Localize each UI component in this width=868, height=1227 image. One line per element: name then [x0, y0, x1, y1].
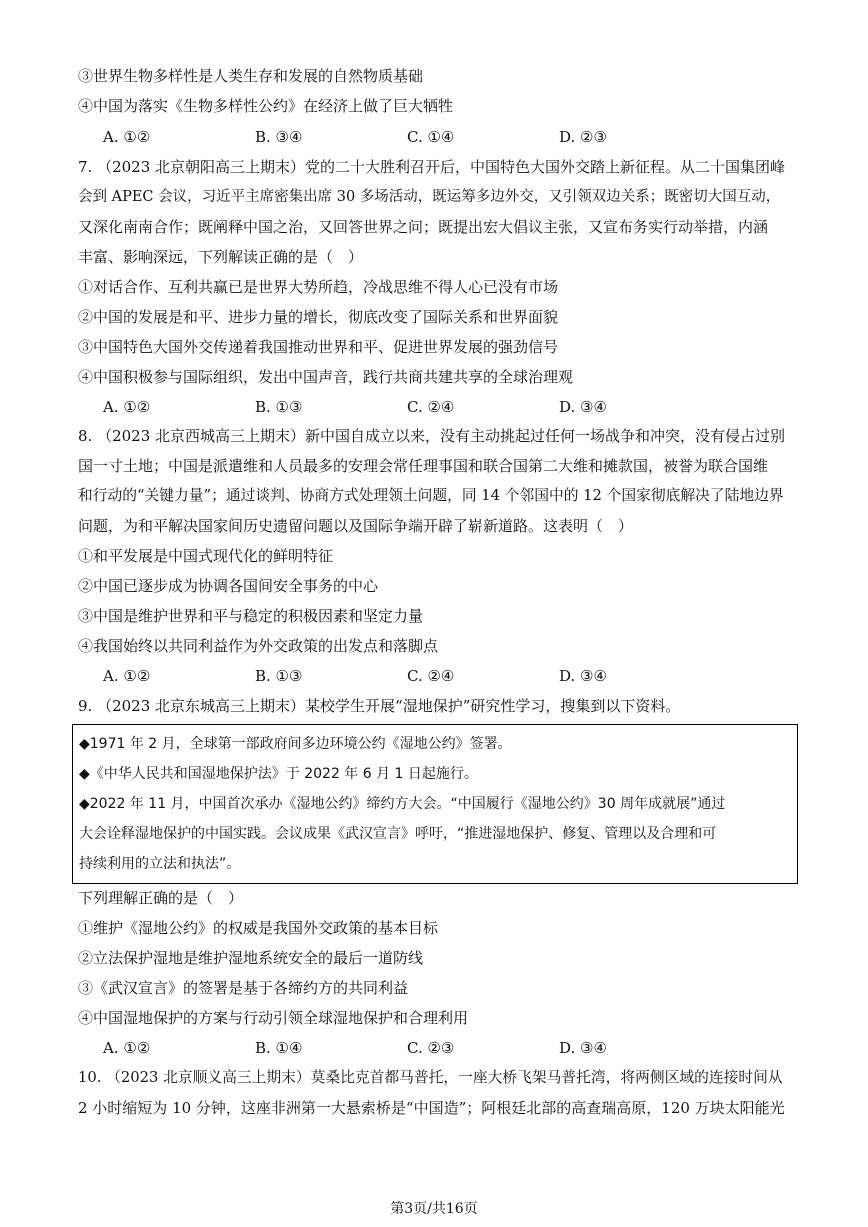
q8-option-4: ④我国始终以共同利益作为外交政策的出发点和落脚点: [78, 637, 439, 655]
material-item: ◆《中华人民共和国湿地保护法》于 2022 年 6 月 1 日起施行。: [79, 766, 478, 782]
choice-c[interactable]: C. ②③: [407, 1039, 455, 1057]
q9-option-3: ③《武汉宣言》的签署是基于各缔约方的共同利益: [78, 979, 409, 997]
q7-stem-line: 丰富、影响深远，下列解读正确的是（ ）: [78, 248, 364, 266]
choice-b[interactable]: B. ①③: [255, 398, 303, 416]
choice-d[interactable]: D. ②③: [559, 128, 607, 146]
choice-b[interactable]: B. ①④: [255, 1039, 303, 1057]
q8-stem-line: 国一寸土地；中国是派遣维和人员最多的安理会常任理事国和联合国第二大维和摊款国，被誉为联合国维: [78, 457, 769, 475]
q8-stem-line: 和行动的“关键力量”；通过谈判、协商方式处理领土问题，同 14 个邻国中的 12 个国家彻底解决了陆地边界: [78, 487, 784, 504]
choice-a[interactable]: A. ①②: [103, 667, 151, 685]
q9-question: 下列理解正确的是（ ）: [78, 889, 244, 907]
material-item: 持续利用的立法和执法”。: [79, 856, 241, 872]
choice-a[interactable]: A. ①②: [103, 128, 151, 146]
material-item: ◆2022 年 11 月，中国首次承办《湿地公约》缔约方大会。“中国履行《湿地公约》30 周年成就展”通过: [79, 796, 726, 812]
q6-choices: [103, 127, 711, 147]
choice-c[interactable]: C. ②④: [407, 667, 455, 685]
q8-stem-line: 问题，为和平解决国家间历史遗留问题以及国际争端开辟了崭新道路。这表明（ ）: [78, 517, 634, 535]
q9-choices: [103, 1038, 711, 1058]
q8-stem-line: 8. （2023 北京西城高三上期末）新中国自成立以来，没有主动挑起过任何一场战争和冲突，没有侵占过别: [78, 427, 786, 445]
choice-d[interactable]: D. ③④: [559, 398, 607, 416]
q8-option-2: ②中国已逐步成为协调各国间安全事务的中心: [78, 577, 379, 595]
q9-stem-line: 9. （2023 北京东城高三上期末）某校学生开展“湿地保护”研究性学习，搜集到以下资料。: [78, 697, 681, 715]
choice-d[interactable]: D. ③④: [559, 1039, 607, 1057]
material-box: [72, 724, 798, 884]
q9-option-1: ①维护《湿地公约》的权威是我国外交政策的基本目标: [78, 919, 439, 937]
page-number: 第3页/共16页: [390, 1201, 478, 1217]
q7-stem-line: 会到 APEC 会议，习近平主席密集出席 30 多场活动，既运筹多边外交，又引领双边关系；既密切大国互动，: [78, 189, 781, 205]
q7-option-1: ①对话合作、互利共赢已是世界大势所趋，冷战思维不得人心已没有市场: [78, 278, 559, 296]
q7-option-4: ④中国积极参与国际组织，发出中国声音，践行共商共建共享的全球治理观: [78, 368, 574, 386]
q8-option-1: ①和平发展是中国式现代化的鲜明特征: [78, 547, 334, 565]
choice-a[interactable]: A. ①②: [103, 398, 151, 416]
choice-d[interactable]: D. ③④: [559, 667, 607, 685]
choice-b[interactable]: B. ①③: [255, 667, 303, 685]
material-item: 大会诠释湿地保护的中国实践。会议成果《武汉宣言》呼吁，“推进湿地保护、修复、管理以及合理和可: [79, 826, 717, 842]
q7-stem-line: 又深化南南合作；既阐释中国之治，又回答世界之问；既提出宏大倡议主张，又宣布务实行动举措，内涵: [78, 218, 769, 236]
choice-c[interactable]: C. ②④: [407, 398, 455, 416]
q10-stem-line: 10. （2023 北京顺义高三上期末）莫桑比克首都马普托，一座大桥飞架马普托湾，将两侧区域的连接时间从: [78, 1069, 783, 1086]
q10-stem-line: 2 小时缩短为 10 分钟，这座非洲第一大悬索桥是“中国造”；阿根廷北部的高查瑞高原，120 万块太阳能光: [78, 1099, 785, 1117]
q6-option-4: ④中国为落实《生物多样性公约》在经济上做了巨大牺牲: [78, 97, 454, 115]
q7-choices: [103, 397, 711, 417]
q9-option-2: ②立法保护湿地是维护湿地系统安全的最后一道防线: [78, 949, 424, 967]
choice-b[interactable]: B. ③④: [255, 128, 303, 146]
choice-c[interactable]: C. ①④: [407, 128, 455, 146]
q8-choices: [103, 666, 711, 686]
q6-option-3: ③世界生物多样性是人类生存和发展的自然物质基础: [78, 67, 424, 85]
choice-a[interactable]: A. ①②: [103, 1039, 151, 1057]
q7-option-3: ③中国特色大国外交传递着我国推动世界和平、促进世界发展的强劲信号: [78, 338, 559, 356]
q9-option-4: ④中国湿地保护的方案与行动引领全球湿地保护和合理利用: [78, 1009, 469, 1027]
q7-option-2: ②中国的发展是和平、进步力量的增长，彻底改变了国际关系和世界面貌: [78, 308, 559, 326]
q7-stem-line: 7. （2023 北京朝阳高三上期末）党的二十大胜利召开后，中国特色大国外交踏上新征程。从二十国集团峰: [78, 158, 786, 176]
q8-option-3: ③中国是维护世界和平与稳定的积极因素和坚定力量: [78, 607, 424, 625]
material-item: ◆1971 年 2 月，全球第一部政府间多边环境公约《湿地公约》签署。: [79, 736, 512, 752]
